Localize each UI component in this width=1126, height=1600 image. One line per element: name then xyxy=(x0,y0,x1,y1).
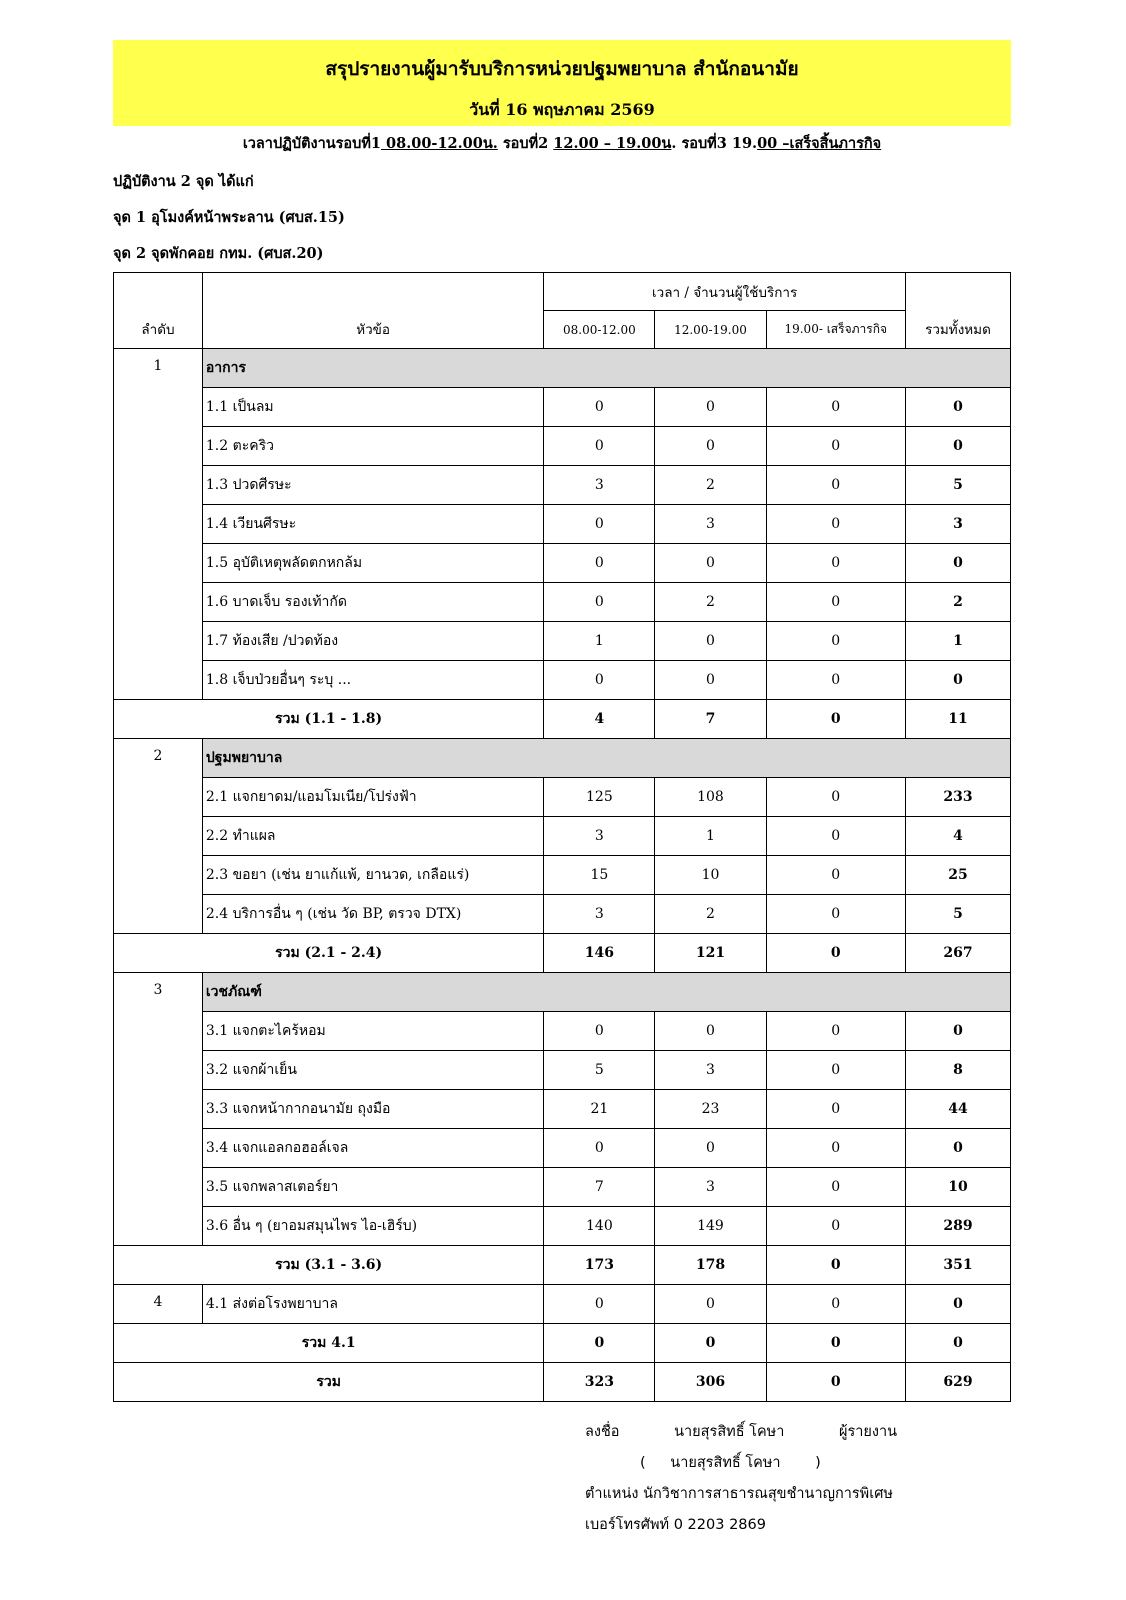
row-value-shift3: 0 xyxy=(766,1012,905,1051)
row-total: 0 xyxy=(905,388,1010,427)
row-total: 0 xyxy=(905,1012,1010,1051)
table-row xyxy=(114,856,1011,895)
grand-total-v1: 323 xyxy=(544,1363,655,1402)
subtotal-total: 351 xyxy=(905,1246,1010,1285)
row-total: 0 xyxy=(905,1129,1010,1168)
section-number: 1 xyxy=(114,349,203,700)
row-label: 3.2 แจกผ้าเย็น xyxy=(202,1051,543,1090)
row-value-shift1: 7 xyxy=(544,1168,655,1207)
subtotal-v3: 0 xyxy=(766,1324,905,1363)
row-value-shift1: 3 xyxy=(544,466,655,505)
row-value-shift1: 0 xyxy=(544,1129,655,1168)
subtotal-label: รวม (2.1 - 2.4) xyxy=(114,934,544,973)
table-row xyxy=(114,466,1011,505)
shift-2: 12.00 – 19.00น xyxy=(553,135,672,152)
row-label: 1.1 เป็นลม xyxy=(202,388,543,427)
row-value-shift1: 1 xyxy=(544,622,655,661)
subtotal-v3: 0 xyxy=(766,934,905,973)
row-value-shift1: 0 xyxy=(544,427,655,466)
subtotal-v2: 121 xyxy=(655,934,766,973)
row-total: 8 xyxy=(905,1051,1010,1090)
row-value-shift3: 0 xyxy=(766,544,905,583)
grand-total-v3: 0 xyxy=(766,1363,905,1402)
row-value-shift1: 21 xyxy=(544,1090,655,1129)
row-value-shift2: 10 xyxy=(655,856,766,895)
col-seq-header: ลำดับ xyxy=(114,273,203,349)
title-banner xyxy=(113,40,1011,126)
subtotal-v2: 178 xyxy=(655,1246,766,1285)
table-row xyxy=(114,1168,1011,1207)
table-row xyxy=(114,1285,1011,1324)
row-value-shift1: 15 xyxy=(544,856,655,895)
row-label: 3.6 อื่น ๆ (ยาอมสมุนไพร ไอ-เฮิร์บ) xyxy=(202,1207,543,1246)
row-value-shift2: 23 xyxy=(655,1090,766,1129)
table-row xyxy=(114,1207,1011,1246)
row-value-shift2: 0 xyxy=(655,427,766,466)
row-value-shift1: 0 xyxy=(544,544,655,583)
section-header-row xyxy=(114,349,1011,388)
row-total: 0 xyxy=(905,661,1010,700)
section-number: 2 xyxy=(114,739,203,934)
paren-close: ) xyxy=(815,1455,821,1471)
row-label: 1.5 อุบัติเหตุพลัดตกหกล้ม xyxy=(202,544,543,583)
section-title: เวชภัณฑ์ xyxy=(202,973,1010,1012)
table-row xyxy=(114,1051,1011,1090)
row-label: 1.6 บาดเจ็บ รองเท้ากัด xyxy=(202,583,543,622)
section-title: อาการ xyxy=(202,349,1010,388)
shift-3: 00 –เสร็จสิ้นภารกิจ xyxy=(757,135,882,152)
row-value-shift2: 3 xyxy=(655,505,766,544)
row-total: 0 xyxy=(905,427,1010,466)
row-total: 1 xyxy=(905,622,1010,661)
grand-total-v2: 306 xyxy=(655,1363,766,1402)
row-value-shift3: 0 xyxy=(766,427,905,466)
row-label: 3.4 แจกแอลกอฮอล์เจล xyxy=(202,1129,543,1168)
row-label: 1.8 เจ็บป่วยอื่นๆ ระบุ ... xyxy=(202,661,543,700)
col-t1-header: 08.00-12.00 xyxy=(544,311,655,349)
row-value-shift2: 0 xyxy=(655,661,766,700)
row-value-shift3: 0 xyxy=(766,622,905,661)
table-row xyxy=(114,1090,1011,1129)
row-value-shift3: 0 xyxy=(766,1207,905,1246)
subtotal-label: รวม 4.1 xyxy=(114,1324,544,1363)
info-line-3: จุด 2 จุดพักคอย กทม. (ศบส.20) xyxy=(113,245,324,262)
row-value-shift3: 0 xyxy=(766,388,905,427)
col-total-header: รวมทั้งหมด xyxy=(905,273,1010,349)
row-value-shift2: 0 xyxy=(655,622,766,661)
table-row xyxy=(114,505,1011,544)
col-t3-header: 19.00- เสร็จภารกิจ xyxy=(766,311,905,349)
row-value-shift3: 0 xyxy=(766,1168,905,1207)
table-row xyxy=(114,895,1011,934)
row-value-shift3: 0 xyxy=(766,856,905,895)
section-header-row xyxy=(114,973,1011,1012)
row-label: 1.7 ท้องเสีย /ปวดท้อง xyxy=(202,622,543,661)
subtotal-total: 267 xyxy=(905,934,1010,973)
row-value-shift3: 0 xyxy=(766,1285,905,1324)
subtotal-label: รวม (3.1 - 3.6) xyxy=(114,1246,544,1285)
row-total: 3 xyxy=(905,505,1010,544)
subtotal-v3: 0 xyxy=(766,1246,905,1285)
row-label: 3.1 แจกตะไคร้หอม xyxy=(202,1012,543,1051)
subtotal-label: รวม (1.1 - 1.8) xyxy=(114,700,544,739)
row-total: 0 xyxy=(905,544,1010,583)
subtotal-v1: 0 xyxy=(544,1324,655,1363)
signer-phone: เบอร์โทรศัพท์ 0 2203 2869 xyxy=(585,1517,766,1533)
report-title: สรุปรายงานผู้มารับบริการหน่วยปฐมพยาบาล สำนักอนามัย xyxy=(325,58,799,80)
col-topic-header: หัวข้อ xyxy=(202,273,543,349)
row-value-shift3: 0 xyxy=(766,817,905,856)
row-label: 4.1 ส่งต่อโรงพยาบาล xyxy=(202,1285,543,1324)
subtotal-v3: 0 xyxy=(766,700,905,739)
row-value-shift1: 0 xyxy=(544,661,655,700)
row-value-shift1: 0 xyxy=(544,1285,655,1324)
table-row xyxy=(114,661,1011,700)
shift-mid-1: รอบที่2 xyxy=(497,135,554,152)
table-row xyxy=(114,544,1011,583)
table-row xyxy=(114,1129,1011,1168)
row-value-shift3: 0 xyxy=(766,1090,905,1129)
row-total: 25 xyxy=(905,856,1010,895)
row-label: 2.1 แจกยาดม/แอมโมเนีย/โปร่งฟ้า xyxy=(202,778,543,817)
row-value-shift2: 3 xyxy=(655,1051,766,1090)
row-value-shift2: 2 xyxy=(655,466,766,505)
row-label: 3.5 แจกพลาสเตอร์ยา xyxy=(202,1168,543,1207)
row-value-shift2: 2 xyxy=(655,895,766,934)
row-value-shift1: 3 xyxy=(544,895,655,934)
row-value-shift1: 0 xyxy=(544,1012,655,1051)
grand-total-total: 629 xyxy=(905,1363,1010,1402)
signature-parenthesis xyxy=(640,1451,821,1474)
shift-mid-2: . รอบที่3 19. xyxy=(671,135,758,152)
report-body xyxy=(114,349,1011,1402)
row-label: 1.3 ปวดศีรษะ xyxy=(202,466,543,505)
row-total: 4 xyxy=(905,817,1010,856)
row-value-shift2: 149 xyxy=(655,1207,766,1246)
table-row xyxy=(114,427,1011,466)
subtotal-v1: 146 xyxy=(544,934,655,973)
subtotal-row xyxy=(114,1324,1011,1363)
row-value-shift1: 3 xyxy=(544,817,655,856)
row-value-shift3: 0 xyxy=(766,895,905,934)
row-total: 44 xyxy=(905,1090,1010,1129)
row-value-shift2: 3 xyxy=(655,1168,766,1207)
row-value-shift2: 2 xyxy=(655,583,766,622)
row-value-shift3: 0 xyxy=(766,1051,905,1090)
subtotal-total: 11 xyxy=(905,700,1010,739)
row-total: 289 xyxy=(905,1207,1010,1246)
subtotal-v2: 7 xyxy=(655,700,766,739)
grand-total-label: รวม xyxy=(114,1363,544,1402)
row-total: 0 xyxy=(905,1285,1010,1324)
sign-role: ผู้รายงาน xyxy=(838,1424,898,1440)
info-line-1: ปฏิบัติงาน 2 จุด ได้แก่ xyxy=(113,173,254,190)
row-total: 10 xyxy=(905,1168,1010,1207)
subtotal-v1: 173 xyxy=(544,1246,655,1285)
info-line-2: จุด 1 อุโมงค์หน้าพระลาน (ศบส.15) xyxy=(113,209,345,226)
table-row xyxy=(114,817,1011,856)
row-label: 3.3 แจกหน้ากากอนามัย ถุงมือ xyxy=(202,1090,543,1129)
row-total: 5 xyxy=(905,895,1010,934)
row-value-shift3: 0 xyxy=(766,778,905,817)
row-value-shift1: 0 xyxy=(544,388,655,427)
sign-label: ลงชื่อ xyxy=(585,1424,620,1440)
subtotal-row xyxy=(114,1246,1011,1285)
row-value-shift2: 0 xyxy=(655,544,766,583)
row-value-shift2: 0 xyxy=(655,388,766,427)
report-date: วันที่ 16 พฤษภาคม 2569 xyxy=(469,100,655,119)
sign-name: นายสุรสิทธิ์ โคษา xyxy=(674,1424,785,1440)
paren-open: ( xyxy=(640,1455,646,1471)
row-value-shift2: 1 xyxy=(655,817,766,856)
section-number: 3 xyxy=(114,973,203,1246)
section-header-row xyxy=(114,739,1011,778)
paren-name: นายสุรสิทธิ์ โคษา xyxy=(670,1455,781,1471)
section-number: 4 xyxy=(114,1285,203,1324)
row-value-shift1: 140 xyxy=(544,1207,655,1246)
row-value-shift1: 5 xyxy=(544,1051,655,1090)
row-value-shift1: 0 xyxy=(544,505,655,544)
col-time-group-header: เวลา / จำนวนผู้ใช้บริการ xyxy=(544,273,906,311)
row-value-shift3: 0 xyxy=(766,1129,905,1168)
row-value-shift2: 108 xyxy=(655,778,766,817)
table-row xyxy=(114,778,1011,817)
row-value-shift1: 125 xyxy=(544,778,655,817)
row-value-shift2: 0 xyxy=(655,1129,766,1168)
shift-prefix: เวลาปฏิบัติงานรอบที่1 xyxy=(242,135,381,152)
subtotal-row xyxy=(114,934,1011,973)
subtotal-total: 0 xyxy=(905,1324,1010,1363)
subtotal-v1: 4 xyxy=(544,700,655,739)
row-label: 1.2 ตะคริว xyxy=(202,427,543,466)
row-value-shift2: 0 xyxy=(655,1012,766,1051)
row-value-shift3: 0 xyxy=(766,505,905,544)
row-value-shift3: 0 xyxy=(766,583,905,622)
row-total: 233 xyxy=(905,778,1010,817)
row-label: 2.2 ทำแผล xyxy=(202,817,543,856)
col-t2-header: 12.00-19.00 xyxy=(655,311,766,349)
table-row xyxy=(114,622,1011,661)
signature-line xyxy=(585,1420,897,1443)
row-value-shift3: 0 xyxy=(766,661,905,700)
section-title: ปฐมพยาบาล xyxy=(202,739,1010,778)
subtotal-row xyxy=(114,700,1011,739)
row-value-shift3: 0 xyxy=(766,466,905,505)
row-label: 1.4 เวียนศีรษะ xyxy=(202,505,543,544)
table-row xyxy=(114,388,1011,427)
row-total: 5 xyxy=(905,466,1010,505)
grand-total-row xyxy=(114,1363,1011,1402)
shift-1: 08.00-12.00น. xyxy=(380,135,498,152)
row-total: 2 xyxy=(905,583,1010,622)
row-value-shift1: 0 xyxy=(544,583,655,622)
report-table xyxy=(113,272,1011,1402)
row-label: 2.3 ขอยา (เช่น ยาแก้แพ้, ยานวด, เกลือแร่) xyxy=(202,856,543,895)
signer-position: ตำแหน่ง นักวิชาการสาธารณสุขชำนาญการพิเศษ xyxy=(585,1486,893,1502)
table-row xyxy=(114,1012,1011,1051)
row-label: 2.4 บริการอื่น ๆ (เช่น วัด BP, ตรวจ DTX) xyxy=(202,895,543,934)
table-row xyxy=(114,583,1011,622)
row-value-shift2: 0 xyxy=(655,1285,766,1324)
subtotal-v2: 0 xyxy=(655,1324,766,1363)
shift-times xyxy=(113,132,1011,155)
